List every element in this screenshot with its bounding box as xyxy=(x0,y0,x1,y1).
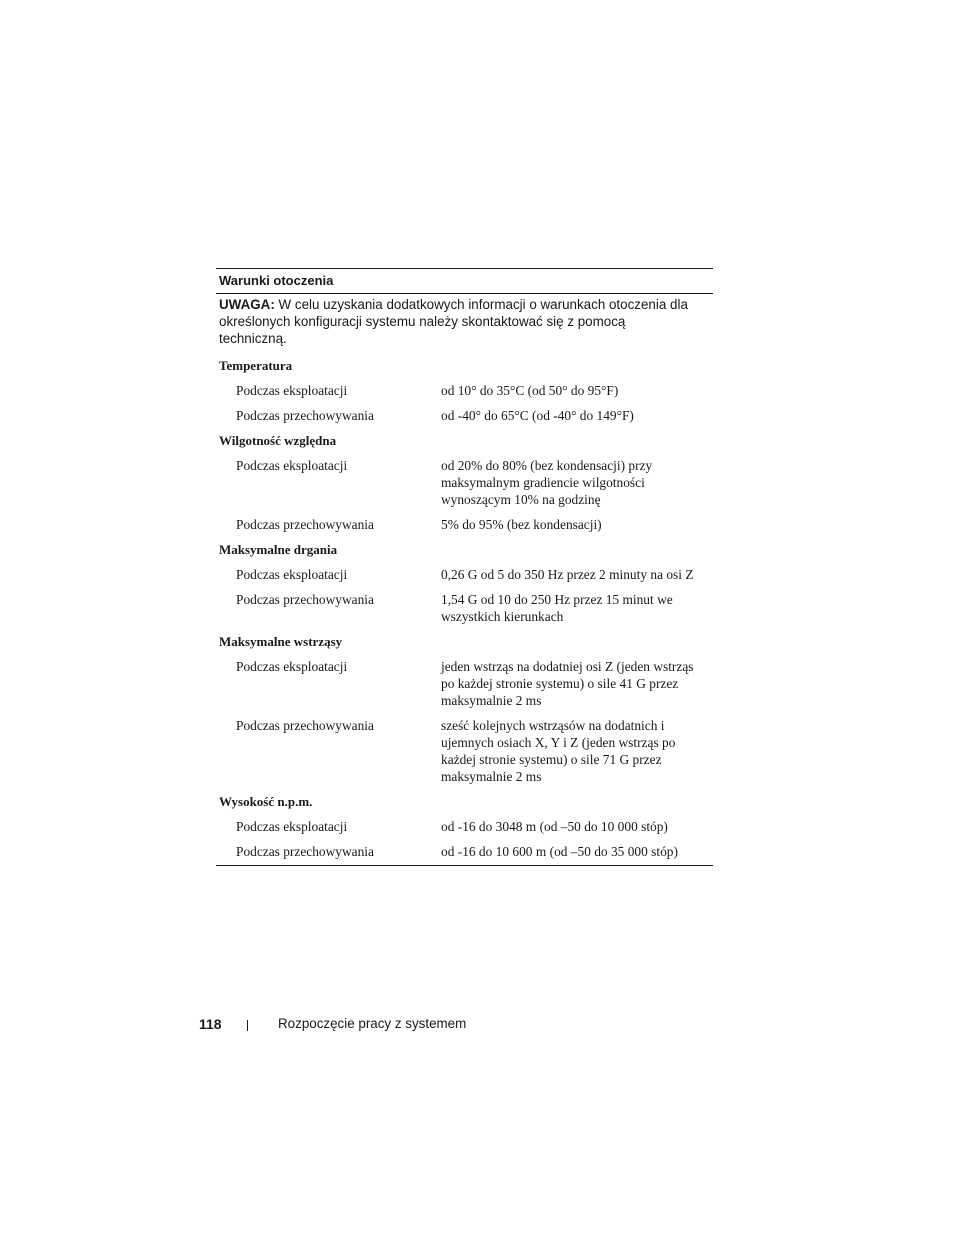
note-text: W celu uzyskania dodatkowych informacji o warunkach otoczenia dla określonych konfiguracji systemu należy skontaktować się z pomocą techniczną. xyxy=(219,297,688,346)
spec-row xyxy=(216,378,713,403)
section-shock xyxy=(216,629,713,789)
spec-label: Podczas przechowywania xyxy=(236,408,374,423)
spec-value: 5% do 95% (bez kondensacji) xyxy=(441,517,602,532)
spec-label: Podczas eksploatacji xyxy=(236,819,348,834)
spec-row xyxy=(216,587,713,629)
spec-row xyxy=(216,814,713,839)
spec-value: 1,54 G od 10 do 250 Hz przez 15 minut we wszystkich kierunkach xyxy=(441,592,673,624)
note-label: UWAGA: xyxy=(219,297,275,312)
spec-label: Podczas eksploatacji xyxy=(236,458,348,473)
spec-label: Podczas eksploatacji xyxy=(236,567,348,582)
environmental-specs-table xyxy=(216,268,713,866)
page-number: 118 xyxy=(199,1016,222,1032)
spec-value: od -16 do 3048 m (od –50 do 10 000 stóp) xyxy=(441,819,668,834)
section-temperature xyxy=(216,353,713,428)
page-footer xyxy=(199,1015,699,1035)
section-header: Temperatura xyxy=(219,358,293,373)
section-header: Wilgotność względna xyxy=(219,433,337,448)
note xyxy=(216,294,713,353)
footer-separator xyxy=(247,1020,248,1031)
footer-title: Rozpoczęcie pracy z systemem xyxy=(278,1016,467,1031)
table-title: Warunki otoczenia xyxy=(216,269,713,294)
spec-row xyxy=(216,403,713,428)
spec-row xyxy=(216,839,713,865)
spec-row xyxy=(216,512,713,537)
spec-value: od -40° do 65°C (od -40° do 149°F) xyxy=(441,408,634,423)
spec-label: Podczas przechowywania xyxy=(236,844,374,859)
section-header: Wysokość n.p.m. xyxy=(219,794,313,809)
spec-row xyxy=(216,453,713,512)
spec-value: od 10° do 35°C (od 50° do 95°F) xyxy=(441,383,619,398)
spec-value: od 20% do 80% (bez kondensacji) przy maksymalnym gradiencie wilgotności wynoszącym 10% na godzinę xyxy=(441,458,653,507)
spec-value: 0,26 G od 5 do 350 Hz przez 2 minuty na osi Z xyxy=(441,567,694,582)
spec-label: Podczas eksploatacji xyxy=(236,659,348,674)
spec-label: Podczas eksploatacji xyxy=(236,383,348,398)
spec-value: jeden wstrząs na dodatniej osi Z (jeden wstrząs po każdej stronie systemu) o sile 41 G przez maksymalnie 2 ms xyxy=(441,659,694,708)
section-header: Maksymalne wstrząsy xyxy=(219,634,343,649)
spec-value: sześć kolejnych wstrząsów na dodatnich i ujemnych osiach X, Y i Z (jeden wstrząs po każdej stronie systemu) o sile 71 G przez maksymalnie 2 ms xyxy=(441,718,676,784)
spec-label: Podczas przechowywania xyxy=(236,718,374,733)
section-vibration xyxy=(216,537,713,629)
section-header: Maksymalne drgania xyxy=(219,542,338,557)
spec-row xyxy=(216,654,713,713)
spec-row xyxy=(216,713,713,789)
section-altitude xyxy=(216,789,713,865)
spec-row xyxy=(216,562,713,587)
spec-label: Podczas przechowywania xyxy=(236,517,374,532)
spec-label: Podczas przechowywania xyxy=(236,592,374,607)
section-humidity xyxy=(216,428,713,537)
spec-value: od -16 do 10 600 m (od –50 do 35 000 stóp) xyxy=(441,844,678,859)
